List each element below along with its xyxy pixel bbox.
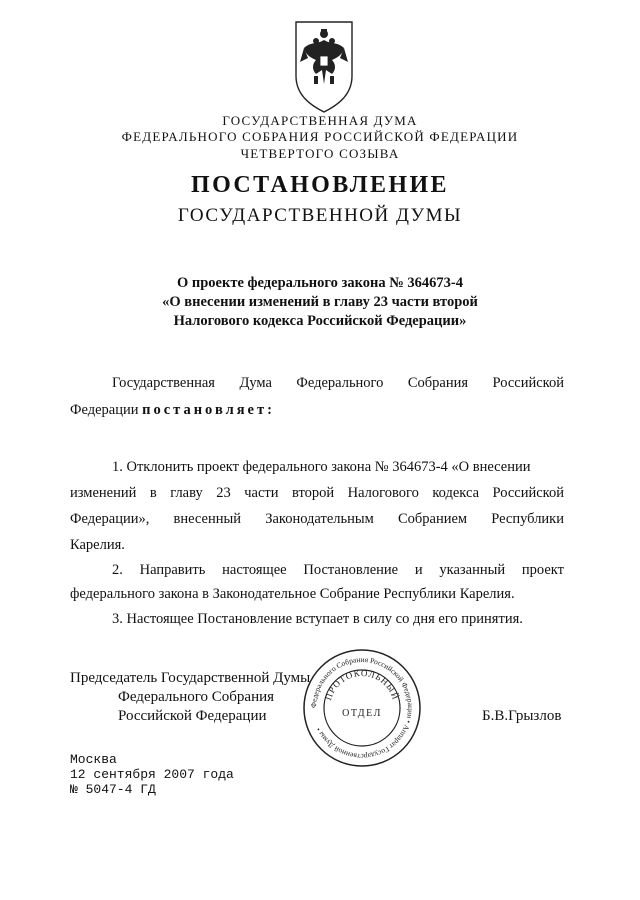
word: 23 [216,485,231,501]
signature-title-line-2: Федерального Собрания [118,689,275,705]
document-subtitle: ГОСУДАРСТВЕННОЙ ДУМЫ [177,205,463,226]
footer-number: № 5047-4 ГД [70,782,156,797]
about-line-2: «О внесении изменений в главу 23 части второй [162,294,478,310]
svg-text:Федерального Собрания Российск: Федерального Собрания Российской Федерации • Аппарат Государственной Думы • [308,654,416,762]
header-line-1: ГОСУДАРСТВЕННАЯ ДУМА [222,113,418,128]
word: Собранием [397,511,468,527]
footer-date: 12 сентября 2007 года [70,767,234,782]
about-line-1: О проекте федерального закона № 364673-4 [176,275,464,291]
item-1-line-4: Карелия. [70,537,125,553]
item-3: 3. Настоящее Постановление вступает в силу со дня его принятия. [112,611,523,627]
header-line-3: ЧЕТВЕРТОГО СОЗЫВА [240,146,400,161]
word: главу [170,485,203,501]
word: кодекса [432,485,480,501]
official-seal-icon [300,646,424,770]
word: Постановление [303,562,399,578]
preamble-text: Федерации [70,402,139,418]
item-2-line-1 [112,562,564,579]
word: Российской [492,375,564,391]
word: и [414,562,423,578]
item-1-line-1: 1. Отклонить проект федерального закона № 364673-4 «О внесении [112,459,531,475]
word: в [149,485,157,501]
svg-text:ПРОТОКОЛЬНЫЙ: ПРОТОКОЛЬНЫЙ [323,667,401,702]
word: второй [291,485,335,501]
preamble-line-1 [112,375,564,392]
word: изменений [70,485,137,501]
signature-title-line-1: Председатель Государственной Думы [70,670,311,686]
word: Собрания [407,375,469,391]
item-2-line-2: федерального закона в Законодательное Собрание Республики Карелия. [70,586,515,602]
signatory-name: Б.В.Грызлов [482,708,562,724]
word: Законодательным [265,511,374,527]
item-1-line-2 [70,485,564,502]
header-line-2: ФЕДЕРАЛЬНОГО СОБРАНИЯ РОССИЙСКОЙ ФЕДЕРАЦИИ [121,129,519,144]
word: Федерации», [70,511,150,527]
russian-emblem-icon [292,18,356,114]
word: Федерального [296,375,384,391]
word: 2. [112,562,123,578]
item-1-line-3 [70,511,564,528]
word: настоящее [222,562,287,578]
word: части [244,485,279,501]
word: Налогового [347,485,419,501]
word: Государственная [112,375,215,391]
word: Российской [492,485,564,501]
document-title: ПОСТАНОВЛЕНИЕ [191,172,449,198]
svg-text:ОТДЕЛ: ОТДЕЛ [342,708,382,719]
signature-title-line-3: Российской Федерации [118,708,267,724]
word: проект [521,562,564,578]
word: Республики [491,511,564,527]
about-line-3: Налогового кодекса Российской Федерации» [173,313,467,329]
word: Дума [239,375,272,391]
preamble-resolves: постановляет: [142,402,275,418]
preamble-line-2 [70,402,275,419]
word: внесенный [173,511,242,527]
footer-city: Москва [70,752,117,767]
word: указанный [439,562,506,578]
word: Направить [139,562,206,578]
